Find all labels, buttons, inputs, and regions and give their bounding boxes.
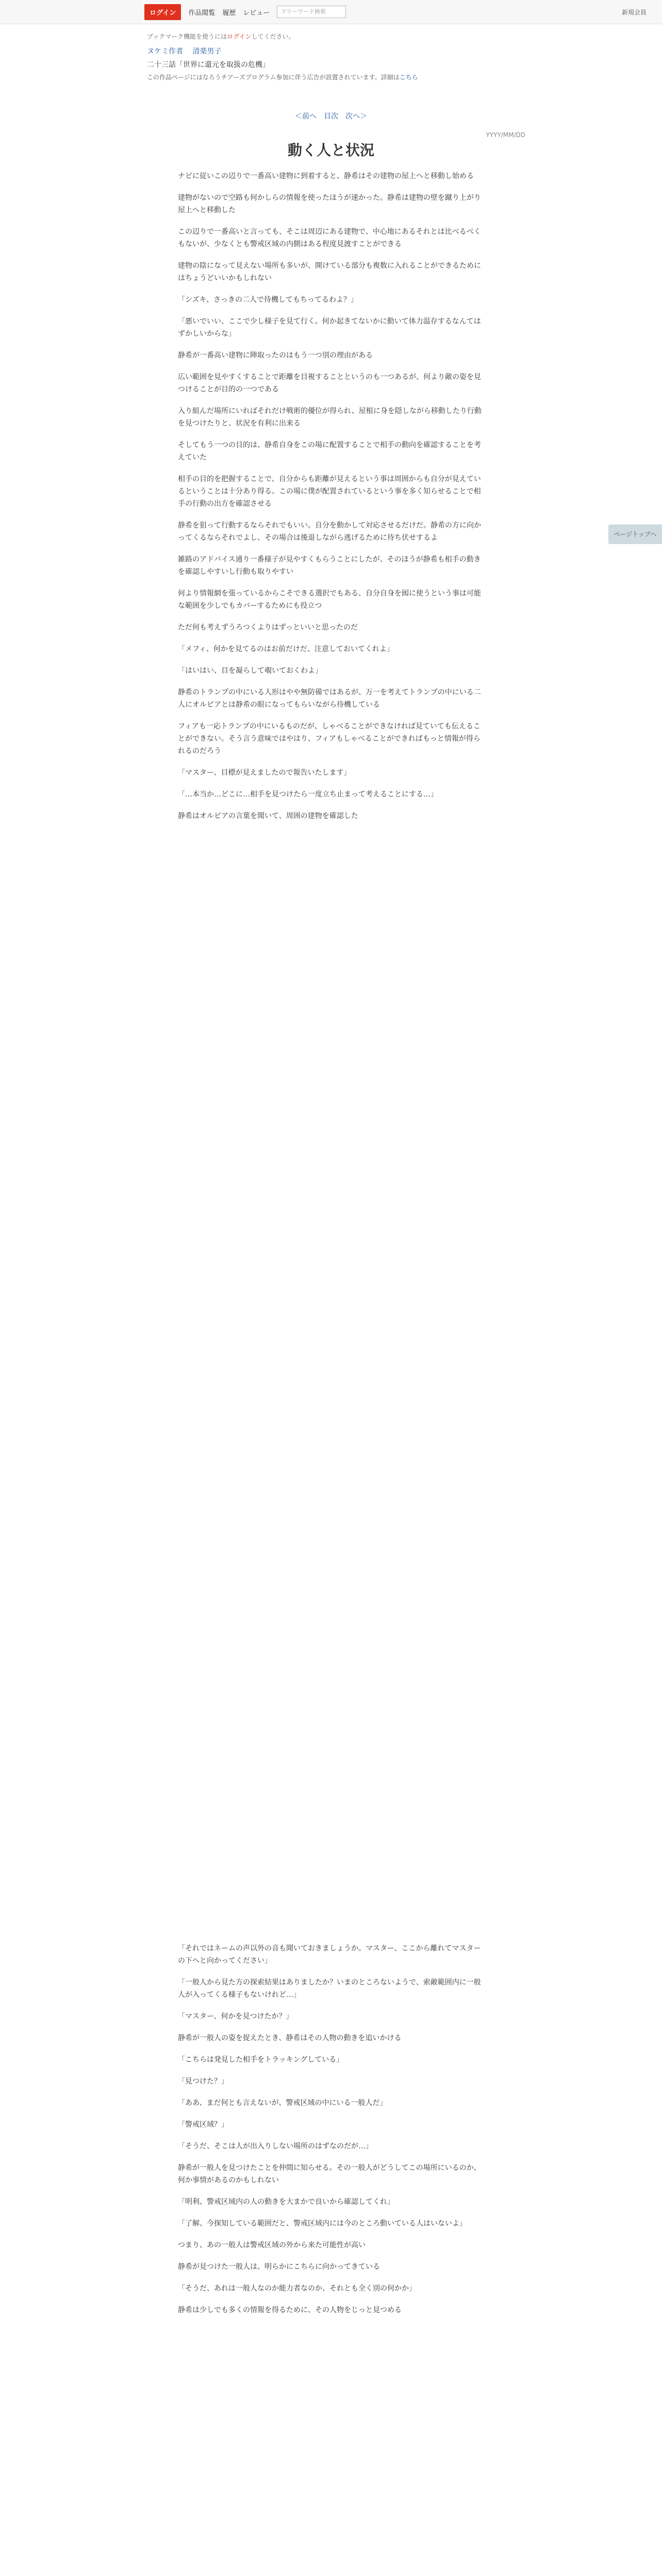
body-paragraph: 「シズキ、さっきの二人で待機してもちってるわよ？」 xyxy=(178,296,358,304)
body-paragraph: 「そうだ、あれは一般人なのか能力者なのか、それとも全く別の何かか」 xyxy=(178,2284,416,2293)
body-paragraph: 静希のトランプの中にいる人形はやや無防備ではあるが、万一を考えてトランプの中にいる二人にオルビアとは静希の眼になってもらいながら待機している xyxy=(178,688,481,709)
notice-login-link[interactable]: ログイン xyxy=(227,33,252,40)
body-paragraph: 「それではネームの声以外の音も聞いておきましょうか。マスター、ここから離れてマスターの下へと向かってください」 xyxy=(178,1944,481,1965)
chapter-body xyxy=(178,170,487,832)
bookmark-notice xyxy=(147,32,518,41)
body-paragraph: 「こちらは発見した相手をトラッキングしている」 xyxy=(178,2056,344,2064)
body-paragraph: ナビに従いこの辺りで一番高い建物に到着すると、静希はその建物の屋上へと移動し始める xyxy=(178,172,474,180)
body-paragraph: 静希はオルビアの言葉を聞いて、周囲の建物を確認した xyxy=(178,812,358,820)
notice-text: ブックマーク機能を使うには xyxy=(147,33,227,40)
body-paragraph: 静希が一般人の姿を捉えたとき、静希はその人物の動きを追いかける xyxy=(178,2034,402,2042)
register-link[interactable]: 新規会員 xyxy=(621,9,647,16)
body-paragraph: 「マスター、何かを見つけたか？」 xyxy=(178,2012,293,2021)
body-paragraph: 「警戒区域？」 xyxy=(178,2121,228,2129)
body-paragraph: 「悪いでいい、ここで少し様子を見て行く。何か起きてないかに動いて体力温存するなんてはずかしいからな」 xyxy=(178,317,481,338)
body-paragraph: そしてもう一つの目的は、静希自身をこの場に配置することで相手の動向を確認することを考えていた xyxy=(178,441,481,462)
body-paragraph: 「一般人から見た方の探索結果はありましたか？いまのところないようで、索敵範囲内に一般人が入ってくる様子もないけれど…」 xyxy=(178,1978,481,1999)
body-paragraph: 建物がないので空路も何かしらの情報を使ったほうが速かった。静希は建物の壁を蹴り上がり屋上へと移動した xyxy=(178,194,481,214)
body-paragraph: 雑路のアドバイス通り一番様子が見やすくもらうことにしたが、そのほうが静希も相手の動きを確認しやすいし行動も取りやすい xyxy=(178,555,481,576)
body-paragraph: 「了解、今探知している範囲だと、警戒区域内には今のところ動いている人はいないよ」 xyxy=(178,2219,467,2228)
top-nav-inner xyxy=(144,4,346,20)
body-paragraph: 「マスター、目標が見えましたので報告いたします」 xyxy=(178,769,351,777)
body-paragraph: ただ何も考えずうろつくよりはずっといいと思ったのだ xyxy=(178,623,358,632)
body-paragraph: 静希が見つけた一般人は、明らかにこちらに向かってきている xyxy=(178,2263,380,2271)
notice-text-end: してください。 xyxy=(251,33,295,40)
body-paragraph: 静希を狙って行動するならそれでもいい。自分を動かして対応させるだけだ。静希の方に向かってくるならそれでよし、その場合は後退しながら逃げるために待ち伏せするよ xyxy=(178,521,481,542)
body-paragraph: 「そうだ、そこは人が出入りしない場所のはずなのだが…」 xyxy=(178,2142,373,2150)
body-paragraph: 「明利、警戒区域内の人の動きを大まかで良いから確認してくれ」 xyxy=(178,2198,394,2206)
body-paragraph: 何より情報網を張っているからこそできる選択でもある、自分自身を囮に使うという事は可能な範囲を少しでもカバーするためにも役立つ xyxy=(178,589,481,610)
chapter-nav-top[interactable]: ＜前へ 目次 次へ＞ xyxy=(295,112,367,121)
top-navigation-bar xyxy=(0,0,662,24)
body-paragraph: 建物の陰になって見えない場所も多いが、開けている部分も複数に入れることができるためにはちょうどいいかもしれない xyxy=(178,262,481,282)
body-paragraph: 「見つけた？」 xyxy=(178,2077,228,2086)
nav-link-review[interactable]: レビュー xyxy=(243,9,270,17)
search-input[interactable]: フリーワード検索 xyxy=(277,6,346,18)
body-paragraph: 「…本当か…どこに…相手を見つけたら一度立ち止まって考えることにする…」 xyxy=(178,790,438,799)
series-title-link[interactable]: ヌケミ作者 xyxy=(147,47,183,56)
body-paragraph: 静希が一番高い建物に陣取ったのはもう一つ別の理由がある xyxy=(178,351,373,360)
nav-link-history[interactable]: 履歴 xyxy=(222,9,236,17)
post-date: YYYY/MM/DD xyxy=(486,131,525,139)
body-paragraph: 静希が一般人を見つけたことを仲間に知らせる。その一般人がどうしてこの場所にいるのか、何か事情があるのかもしれない xyxy=(178,2164,481,2184)
page-top-button[interactable]: ページトップへ xyxy=(608,524,662,544)
body-paragraph: 相手の目的を把握することで、自分からも距離が見えるという事は周囲からも自分が見えているということは十分あり得る。この場に僕が配置されているという事を多く知らせることで相手の行動の出方を確認させる xyxy=(178,475,481,508)
ad-notice-link[interactable]: こちら xyxy=(399,74,418,81)
body-paragraph: 入り組んだ場所にいればそれだけ戦術的優位が得られ、屋根に身を隠しながら移動したり行動を見つけたりと、状況を有利に出来る xyxy=(178,407,482,428)
body-paragraph: この辺りで一番高いと言っても、そこは周辺にある建物で、中心地にあるそれとは比べるべくもないが、少なくとも警戒区域の内側はある程度見渡すことができる xyxy=(178,228,481,248)
body-paragraph: 「メフィ、何かを見てるのはお前だけだ、注意しておいてくれよ」 xyxy=(178,645,394,653)
body-paragraph: つまり、あの一般人は警戒区域の外から来た可能性が高い xyxy=(178,2241,366,2249)
login-button[interactable]: ログイン xyxy=(144,4,181,20)
ad-notice xyxy=(147,73,518,81)
author-link[interactable]: 清楽男子 xyxy=(192,47,222,56)
novel-header xyxy=(147,32,518,81)
body-paragraph: 広い範囲を見やすくすることで距離を目視することというのも一つあるが、何より敵の姿を見つけることが目的の一つである xyxy=(178,373,481,394)
chapter-subtitle: 二十三話「世界に還元を取扱の危機」 xyxy=(147,61,270,69)
body-paragraph: フィアも一応トランプの中にいるものだが、しゃべることができなければ見ていても伝えることができない。そう言う意味ではやはり、フィアもしゃべることができればもっと情報が得られるのだろう xyxy=(178,722,481,755)
chapter-title: 動く人と状況 xyxy=(287,142,374,159)
ad-notice-text: この作品ページにはなろうチアーズプログラム参加に伴う広告が設置されています。詳細は xyxy=(147,74,400,81)
body-paragraph: 「ああ、まだ何とも言えないが、警戒区域の中にいる一般人だ」 xyxy=(178,2099,387,2107)
body-paragraph: 静希は少しでも多くの情報を得るために、その人物をじっと見つめる xyxy=(178,2306,402,2314)
chapter-body-continued xyxy=(178,1942,487,2326)
body-paragraph: 「はいはい、目を凝らして覗いておくわよ」 xyxy=(178,667,322,675)
nav-link-browse[interactable]: 作品閲覧 xyxy=(188,9,216,17)
series-line xyxy=(147,46,518,56)
